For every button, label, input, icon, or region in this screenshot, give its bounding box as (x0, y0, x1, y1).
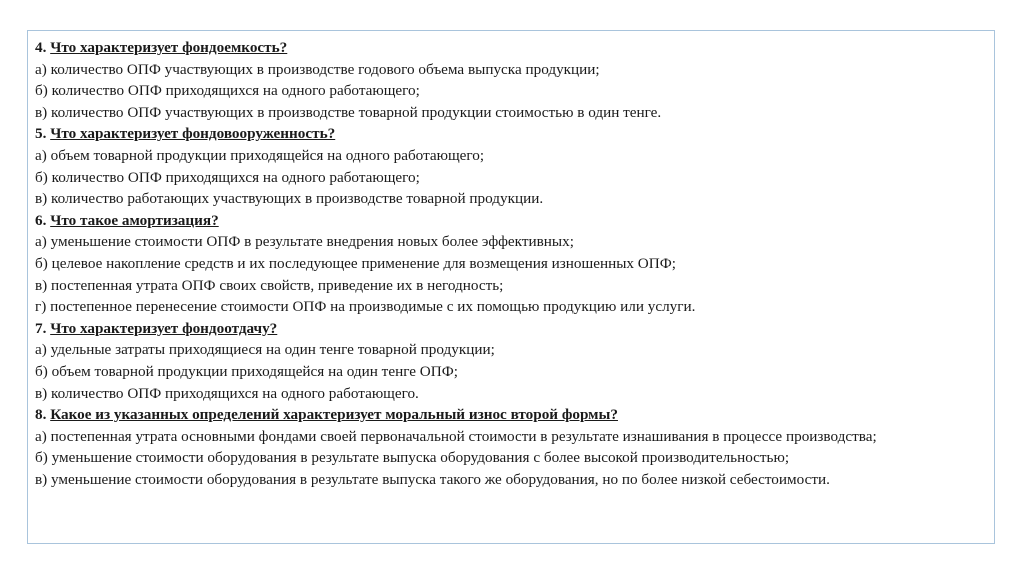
answer-option: а) удельные затраты приходящиеся на один тенге товарной продукции; (35, 341, 495, 359)
answer-option: в) количество ОПФ участвующих в производстве товарной продукции стоимостью в один тенге. (35, 103, 662, 121)
question-title: Что характеризует фондовооруженность? (50, 125, 336, 143)
answer-option: в) уменьшение стоимости оборудования в результате выпуска такого же оборудования, но по более низкой себестоимости. (35, 470, 830, 488)
question-number: 6. (35, 211, 47, 229)
question-number: 5. (35, 125, 47, 143)
answer-option: б) количество ОПФ приходящихся на одного работающего; (35, 168, 420, 186)
question-7-heading (35, 318, 986, 340)
question-title: Какое из указанных определений характеризует моральный износ второй формы? (50, 406, 618, 424)
answer-option: в) количество ОПФ приходящихся на одного работающего. (35, 384, 419, 402)
answer-option: в) количество работающих участвующих в производстве товарной продукции. (35, 190, 544, 208)
answer-option: а) постепенная утрата основными фондами своей первоначальной стоимости в результате изнашивания в процессе производства; (35, 427, 877, 445)
text-box (27, 30, 995, 544)
question-8-heading (35, 404, 986, 426)
answer-option: г) постепенное перенесение стоимости ОПФ на производимые с их помощью продукцию или услуги. (35, 298, 696, 316)
answer-option: б) объем товарной продукции приходящейся на один тенге ОПФ; (35, 362, 458, 380)
question-title: Что характеризует фондоотдачу? (50, 319, 278, 337)
answer-option: б) количество ОПФ приходящихся на одного работающего; (35, 82, 420, 100)
question-title: Что такое амортизация? (50, 211, 219, 229)
question-number: 7. (35, 319, 47, 337)
question-4-heading (35, 37, 986, 59)
question-5-heading (35, 123, 986, 145)
answer-option: б) уменьшение стоимости оборудования в результате выпуска оборудования с более высокой производительностью; (35, 449, 790, 467)
answer-option: б) целевое накопление средств и их последующее применение для возмещения изношенных ОПФ; (35, 254, 676, 272)
answer-option: в) постепенная утрата ОПФ своих свойств, приведение их в негодность; (35, 276, 504, 294)
answer-option: а) объем товарной продукции приходящейся на одного работающего; (35, 146, 485, 164)
answer-option: а) количество ОПФ участвующих в производстве годового объема выпуска продукции; (35, 60, 600, 78)
question-6-heading (35, 210, 986, 232)
question-number: 4. (35, 39, 47, 56)
answer-option: а) уменьшение стоимости ОПФ в результате внедрения новых более эффективных; (35, 233, 574, 251)
question-title: Что характеризует фондоемкость? (50, 39, 288, 56)
question-number: 8. (35, 406, 47, 424)
